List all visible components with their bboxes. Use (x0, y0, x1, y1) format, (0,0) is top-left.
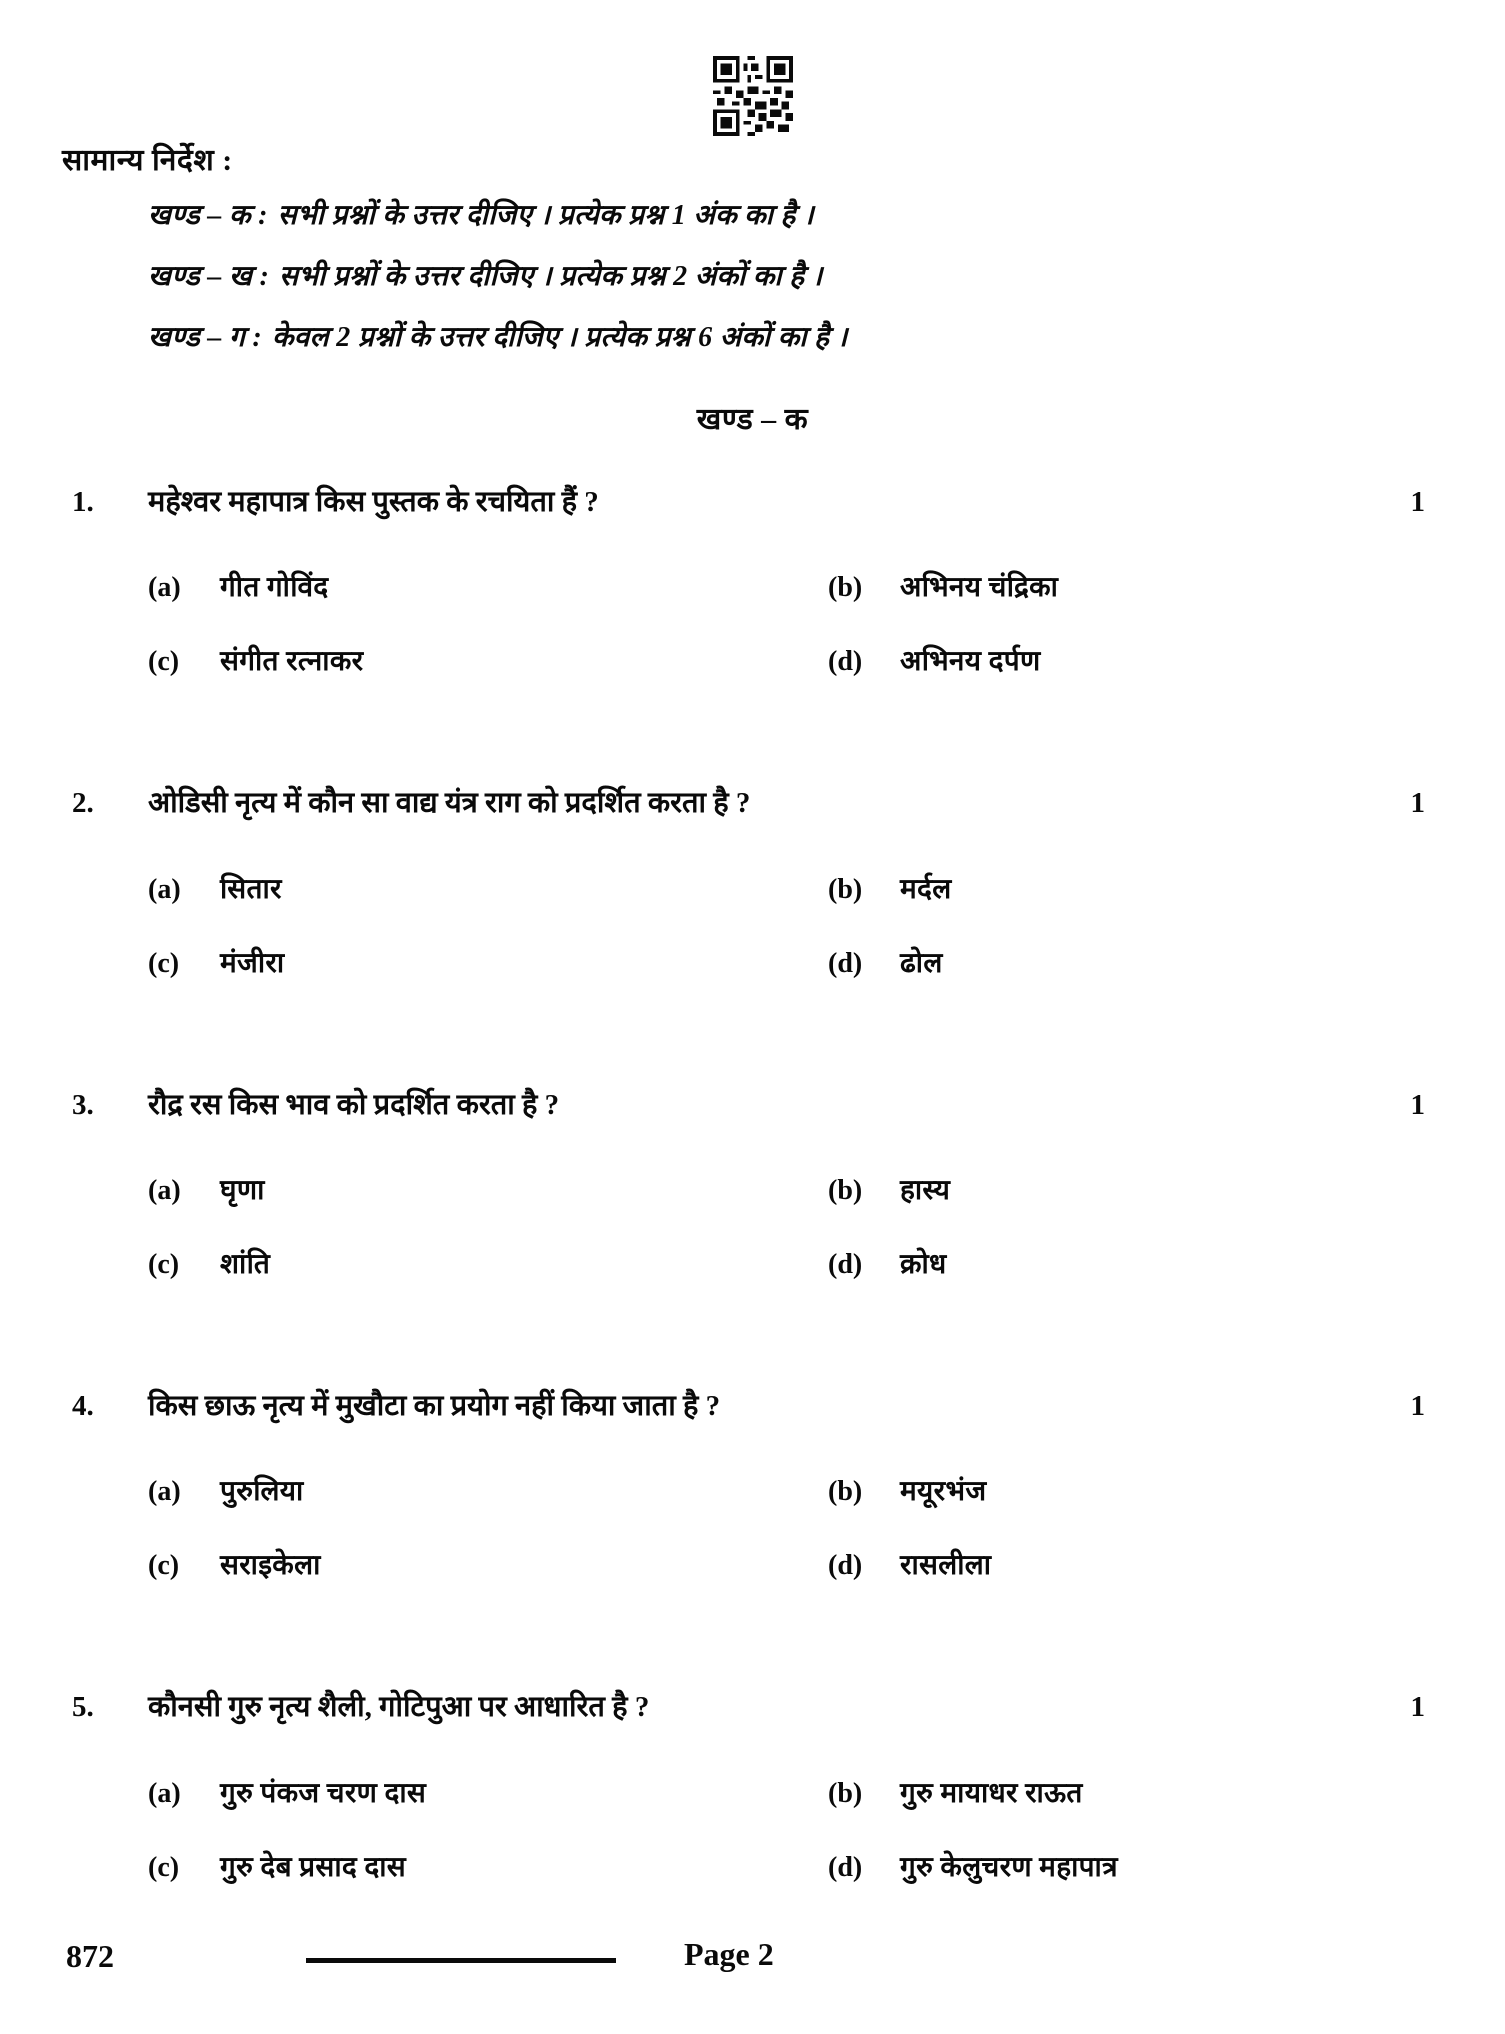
option-text: मर्दल (900, 873, 952, 905)
instruction-text: सभी प्रश्नों के उत्तर दीजिए । प्रत्येक प्रश्न 1 अंक का है । (277, 200, 814, 231)
option (148, 1244, 828, 1282)
question-number: 2. (72, 787, 94, 820)
option-label: (a) (148, 1476, 181, 1508)
option (828, 641, 1505, 679)
question-block (0, 486, 1505, 679)
option-label: (c) (148, 1550, 180, 1582)
option-label: (d) (828, 1249, 863, 1281)
option (828, 567, 1505, 605)
option-label: (a) (148, 873, 181, 905)
footer-divider-line (306, 1958, 616, 1963)
question-number: 3. (72, 1088, 94, 1121)
question-number: 4. (72, 1390, 94, 1423)
question-marks: 1 (1410, 1691, 1425, 1724)
option-label: (d) (828, 947, 863, 979)
option-label: (b) (828, 572, 863, 604)
option-text: पुरुलिया (220, 1476, 304, 1508)
instruction-text: केवल 2 प्रश्नों के उत्तर दीजिए । प्रत्येक प्रश्न 6 अंकों का है । (271, 322, 848, 353)
page-content (0, 138, 1505, 1993)
option-text: गुरु देब प्रसाद दास (220, 1851, 406, 1883)
footer-paper-code: 872 (66, 1938, 114, 1974)
question-block (0, 1089, 1505, 1282)
question-number: 5. (72, 1691, 94, 1724)
question-text: रौद्र रस किस भाव को प्रदर्शित करता है ? (148, 1088, 560, 1121)
option-text: क्रोध (900, 1249, 947, 1281)
instruction-section-label: खण्ड – ख : (148, 261, 270, 292)
general-instructions-heading: सामान्य निर्देश : (62, 144, 233, 177)
option-label: (b) (828, 1476, 863, 1508)
option (828, 869, 1505, 907)
question-marks: 1 (1410, 1088, 1425, 1121)
option-text: सराइकेला (220, 1550, 321, 1582)
option-text: गुरु मायाधर राऊत (900, 1777, 1083, 1809)
question-block (0, 1691, 1505, 1884)
instruction-section-label: खण्ड – क : (148, 200, 268, 231)
option-label: (d) (828, 646, 863, 678)
instruction-text: सभी प्रश्नों के उत्तर दीजिए । प्रत्येक प्रश्न 2 अंकों का है । (279, 261, 823, 292)
option (828, 1773, 1505, 1811)
option-label: (a) (148, 1777, 181, 1809)
option-label: (b) (828, 873, 863, 905)
option-text: गुरु केलुचरण महापात्र (900, 1851, 1118, 1883)
option-text: मंजीरा (220, 947, 285, 979)
question-block (0, 787, 1505, 980)
option-text: शांति (220, 1249, 271, 1281)
option-text: घृणा (220, 1175, 265, 1207)
option (828, 1847, 1505, 1885)
qr-code-icon (711, 56, 795, 136)
option (148, 1170, 828, 1208)
option-text: मयूरभंज (900, 1476, 987, 1508)
option (148, 1471, 828, 1509)
questions-list (0, 486, 1505, 1885)
option-label: (c) (148, 947, 180, 979)
instruction-item (148, 317, 1505, 355)
option-text: गुरु पंकज चरण दास (220, 1777, 427, 1809)
options-grid (148, 869, 1505, 981)
option-text: गीत गोविंद (220, 572, 329, 604)
options-grid (148, 1170, 1505, 1282)
question-block (0, 1390, 1505, 1583)
option-text: रासलीला (900, 1550, 992, 1582)
instruction-item (148, 256, 1505, 294)
question-number: 1. (72, 486, 94, 518)
option (828, 1170, 1505, 1208)
option-label: (a) (148, 1175, 181, 1207)
option-label: (a) (148, 572, 181, 604)
option-label: (c) (148, 1851, 180, 1883)
option-text: अभिनय चंद्रिका (900, 572, 1059, 604)
option-text: सितार (220, 873, 282, 905)
options-grid (148, 567, 1505, 679)
option (828, 1471, 1505, 1509)
options-grid (148, 1773, 1505, 1885)
page-footer (0, 1930, 1505, 2000)
options-grid (148, 1471, 1505, 1583)
option (148, 1847, 828, 1885)
option (828, 943, 1505, 981)
option-label: (d) (828, 1550, 863, 1582)
question-text: किस छाऊ नृत्य में मुखौटा का प्रयोग नहीं किया जाता है ? (148, 1390, 721, 1423)
question-marks: 1 (1410, 486, 1425, 518)
question-marks: 1 (1410, 787, 1425, 820)
option-label: (d) (828, 1851, 863, 1883)
question-text: कौनसी गुरु नृत्य शैली, गोटिपुआ पर आधारित है ? (148, 1691, 650, 1724)
instruction-section-label: खण्ड – ग : (148, 322, 262, 353)
option-text: संगीत रत्नाकर (220, 646, 364, 678)
option (828, 1244, 1505, 1282)
option-text: अभिनय दर्पण (900, 646, 1041, 678)
option (148, 869, 828, 907)
option (148, 1773, 828, 1811)
general-instructions-list (148, 195, 1505, 355)
option (828, 1545, 1505, 1583)
footer-page-label: Page 2 (684, 1936, 774, 1972)
option-label: (b) (828, 1175, 863, 1207)
question-text: महेश्वर महापात्र किस पुस्तक के रचयिता हैं ? (148, 486, 599, 518)
option-text: हास्य (900, 1175, 951, 1207)
option-label: (b) (828, 1777, 863, 1809)
option-label: (c) (148, 1249, 180, 1281)
option (148, 1545, 828, 1583)
option (148, 943, 828, 981)
option-text: ढोल (900, 947, 943, 979)
instruction-item (148, 195, 1505, 233)
question-text: ओडिसी नृत्य में कौन सा वाद्य यंत्र राग को प्रदर्शित करता है ? (148, 787, 751, 820)
option (148, 641, 828, 679)
option (148, 567, 828, 605)
question-marks: 1 (1410, 1390, 1425, 1423)
section-heading: खण्ड – क (696, 403, 809, 436)
option-label: (c) (148, 646, 180, 678)
